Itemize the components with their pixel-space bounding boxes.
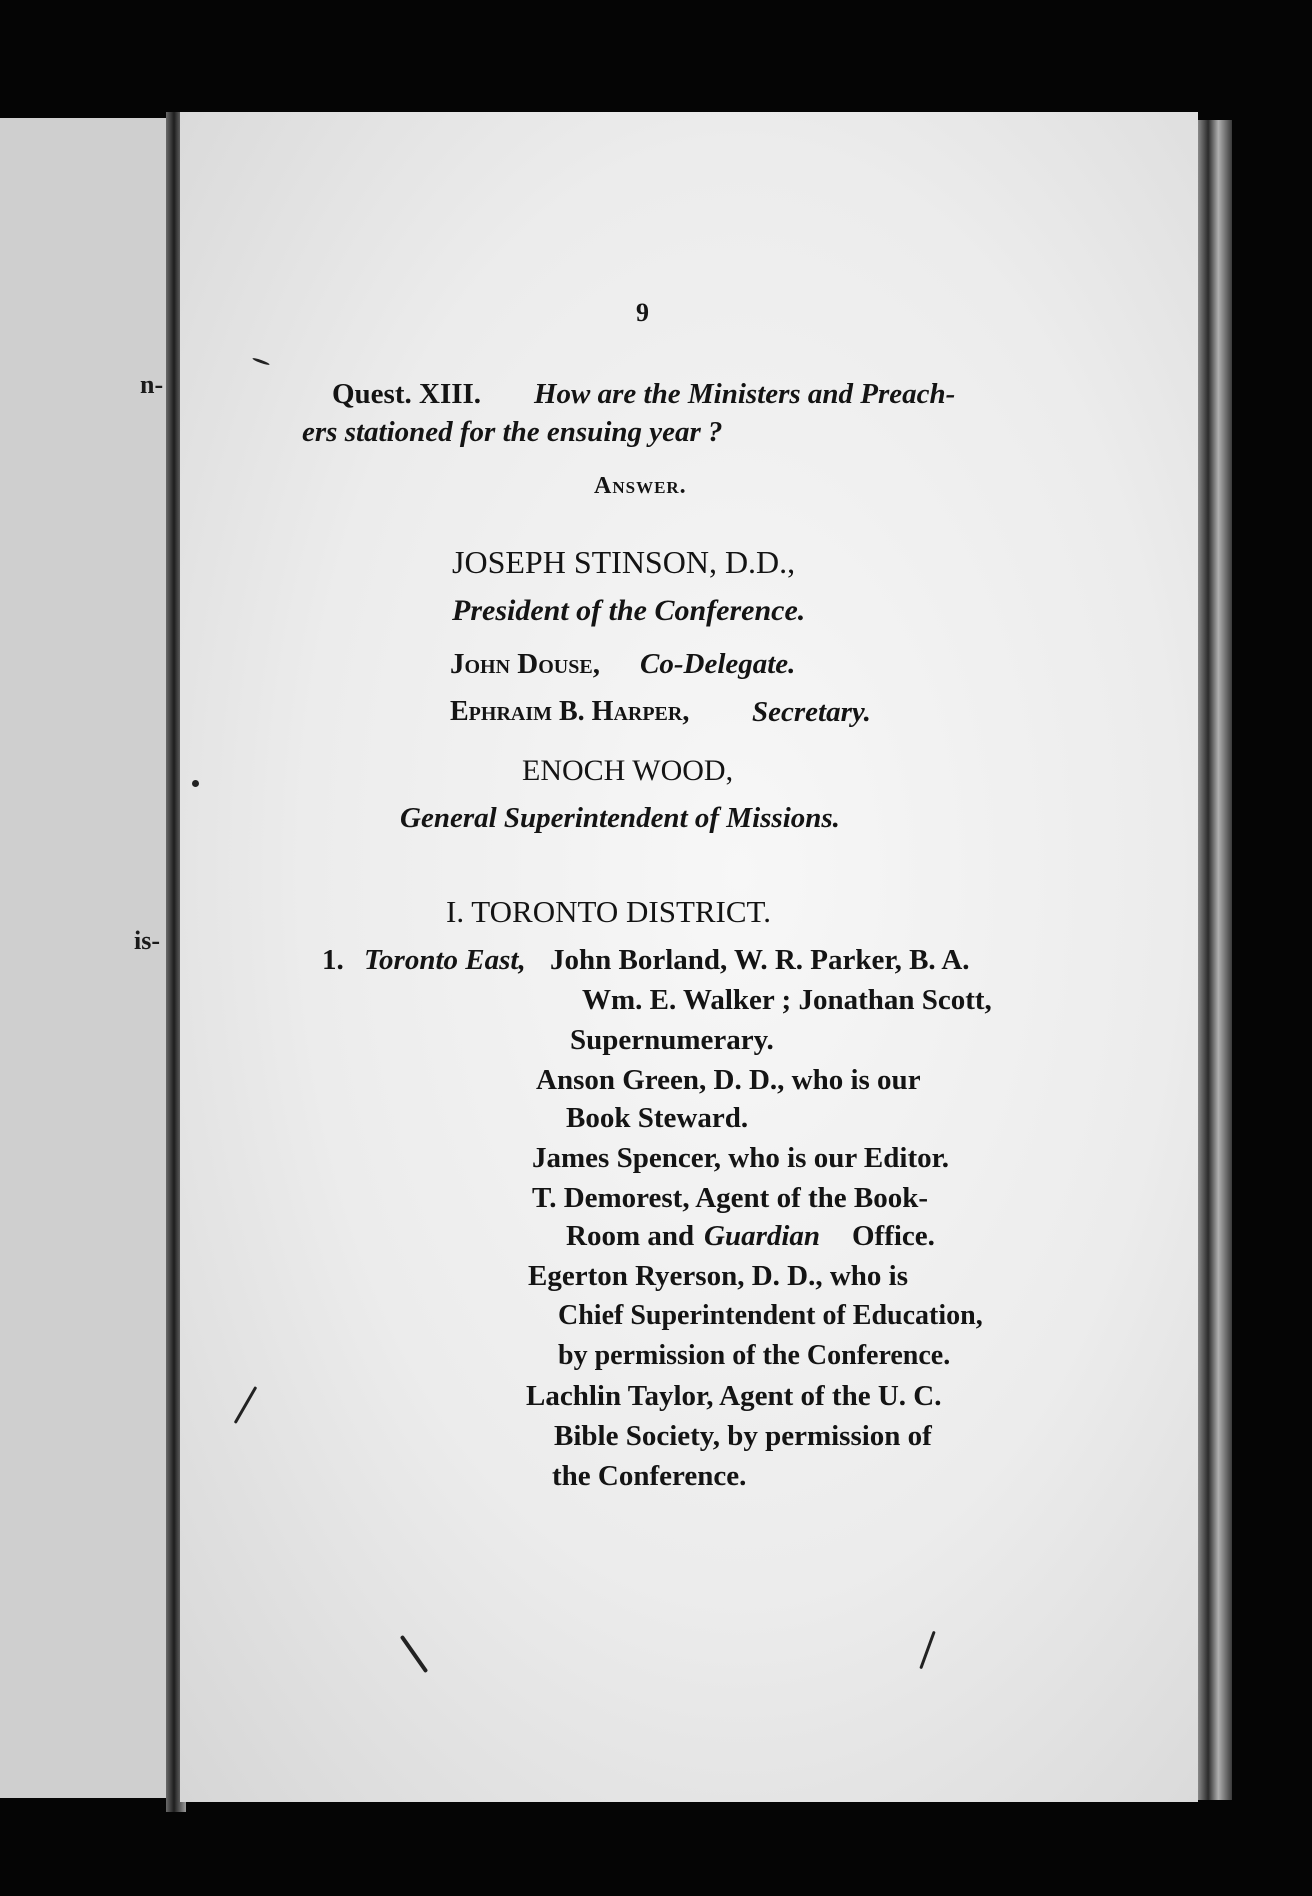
- co-delegate-name: John Douse,: [450, 648, 600, 680]
- secretary-name: Ephraim B. Harper,: [450, 696, 690, 727]
- entry-line-italic: Guardian: [704, 1220, 821, 1252]
- superintendent-title: General Superintendent of Missions.: [400, 802, 840, 834]
- page-edge: [1198, 120, 1232, 1800]
- page: [180, 112, 1198, 1802]
- scan-speck: [234, 1386, 258, 1424]
- question-label: Quest. XIII.: [332, 378, 482, 410]
- entry-line: James Spencer, who is our Editor.: [532, 1142, 950, 1174]
- district-heading: I. TORONTO DISTRICT.: [446, 894, 771, 929]
- entry-line: Room and: [566, 1220, 695, 1252]
- entry-line: Chief Superintendent of Education,: [558, 1300, 983, 1331]
- entry-line: Egerton Ryerson, D. D., who is: [528, 1260, 909, 1292]
- page-content: [180, 112, 1198, 1802]
- scan-speck: [192, 780, 199, 787]
- entry-line: Wm. E. Walker ; Jonathan Scott,: [582, 984, 992, 1016]
- answer-heading: Answer.: [594, 473, 687, 499]
- question-text-line-2: ers stationed for the ensuing year ?: [302, 416, 723, 448]
- facing-page-text-fragment: n-: [140, 370, 164, 399]
- entry-line: T. Demorest, Agent of the Book-: [532, 1182, 929, 1214]
- entry-line: by permission of the Conference.: [558, 1340, 951, 1371]
- co-delegate-title: Co-Delegate.: [640, 648, 796, 680]
- entry-line: Book Steward.: [566, 1102, 749, 1134]
- entry-line: Anson Green, D. D., who is our: [536, 1064, 921, 1096]
- scan-speck: [400, 1635, 429, 1673]
- president-title: President of the Conference.: [452, 594, 806, 627]
- superintendent-name: ENOCH WOOD,: [522, 754, 734, 787]
- entry-line: Office.: [852, 1220, 935, 1252]
- entry-line: the Conference.: [552, 1460, 747, 1492]
- secretary-title: Secretary.: [752, 696, 871, 728]
- entry-line: John Borland, W. R. Parker, B. A.: [550, 944, 970, 976]
- scan-speck: [919, 1631, 935, 1670]
- scan-speck: [252, 357, 270, 366]
- entry-place: Toronto East,: [364, 944, 526, 976]
- entry-number: 1.: [322, 944, 344, 976]
- entry-line: Lachlin Taylor, Agent of the U. C.: [526, 1380, 942, 1412]
- facing-page-fragment: [0, 118, 170, 1798]
- entry-line: Supernumerary.: [570, 1024, 774, 1056]
- question-text-line-1: How are the Ministers and Preach-: [534, 378, 956, 410]
- entry-line: Bible Society, by permission of: [554, 1420, 932, 1452]
- president-name: JOSEPH STINSON, D.D.,: [452, 544, 796, 580]
- facing-page-text-fragment: is-: [134, 926, 160, 955]
- page-number: 9: [636, 298, 649, 327]
